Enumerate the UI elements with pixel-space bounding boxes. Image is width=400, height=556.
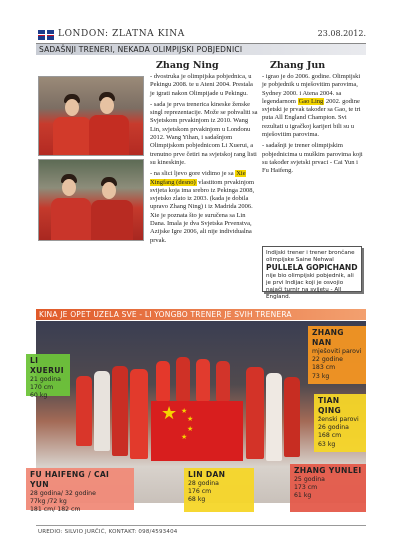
- player-card-zhang-nan: ZHANG NAN mješoviti parovi 22 godine 183 cm 73 kg: [308, 326, 366, 384]
- section-banner-team: KINA JE OPET UZELA SVE - LI YONGBO TRENER JE SVIH TRENERA: [36, 309, 366, 320]
- player-name: TIAN QING: [318, 396, 342, 415]
- page-header-title: LONDON: ZLATNA KINA: [58, 29, 185, 39]
- photo-zhang-jun-gao-ling: [38, 159, 144, 241]
- article-paragraph: - dvostruka je olimpijska pobjednica, u Pekingu 2008. te u Ateni 2004. Prestala je igrati nakon Olimpijade u Pekingu.: [150, 73, 253, 97]
- article-column-zhang-ning: [150, 73, 258, 248]
- coach-name-zhang-ning: Zhang Ning: [156, 60, 219, 71]
- callout-name: PULLELA GOPICHAND: [266, 263, 358, 272]
- coach-name-zhang-jun: Zhang Jun: [270, 60, 326, 71]
- footer-credits: UREDIO: SILVIO JURČIĆ, KONTAKT: 098/4593404: [38, 529, 178, 535]
- photo-zhang-ning-xie-xingfang: [38, 76, 144, 156]
- article-paragraph: - igrao je do 2006. godine. Olimpijski je pobjednik u mješovitim parovima, Sydney 2000. i Atena 2004. sa legendarnom Gao Ling 2002. godine svjetski je prvak također sa Gao, te tri puta All England Champion. Svi rezultati u igračkoj karijeri bili su u mješovitim parovima.: [262, 73, 361, 139]
- player-name: LI XUERUI: [30, 356, 64, 375]
- footer-divider: [36, 525, 366, 526]
- uk-flag-icon: [38, 30, 54, 40]
- page-date: 23.08.2012.: [317, 29, 366, 38]
- highlight-xie-xingfang: Xie Xingfang (desno): [150, 170, 246, 186]
- player-card-fu-haifeng-cai-yun: FU HAIFENG / CAI YUN 28 godina/ 32 godine 77kg /72 kg 181 cm/ 182 cm: [26, 468, 134, 510]
- article-paragraph: - na slici ljevo gore vidimo je sa Xie Xingfang (desno) vlastitom prvakinjom svijeta koja ima srebro iz Pekinga 2008, svjetsko zlato iz 2003. (kada je dobila upravo Zhang Ning) i iz Madrida 2006. Xie je poznata što je suručena sa Lin Dana. Imala je dva Svjetska Prvenstva, Azijske Igre 2006, ali nije individualna prvak.: [150, 170, 255, 244]
- player-name: FU HAIFENG / CAI YUN: [30, 470, 110, 489]
- article-paragraph: - sada je prva trenerica kineske ženske singl reprezentacije. Može se pohvaliti sa Svjetskom prvakinjom iz 2010. Wang Lin, svjetskom prvakinjom u Londonu 2012. Wang Yihan, i sadašnjom Olimpijskom pobjednicom Li Xuerui, a trenutno prve četiri na svjetskoj rang listi su kineskinje.: [150, 100, 258, 166]
- player-card-lin-dan: LIN DAN 28 godina 176 cm 68 kg: [184, 468, 254, 512]
- player-name: LIN DAN: [188, 470, 226, 479]
- player-card-li-xuerui: LI XUERUI 21 godina 170 cm 60 kg: [26, 354, 70, 396]
- china-flag-icon: ★ ★ ★ ★ ★: [151, 401, 243, 461]
- player-name: ZHANG NAN: [312, 328, 344, 347]
- article-paragraph: - sadašnji je trener olimpijskim pobjednicima u muškim parovima koji su također svjetski prvaci - Cai Yun i Fu Haifeng.: [262, 142, 363, 175]
- article-column-zhang-jun: [262, 73, 364, 179]
- player-name: ZHANG YUNLEI: [294, 466, 362, 475]
- player-card-tian-qing: TIAN QING ženski parovi 26 godina 168 cm 63 kg: [314, 394, 366, 452]
- highlight-gao-ling: Gao Ling: [298, 97, 324, 105]
- section-banner-coaches: SADAŠNJI TRENERI, NEKADA OLIMPIJSKI POBJEDNICI: [36, 44, 366, 55]
- gopichand-callout: Indijski trener i trener brončane olimpijske Saine Nehwal PULLELA GOPICHAND nije bio olimpijski pobjednik, ali je prvi Indijac koji je osvojio najači turnir na svijetu - All England.: [262, 246, 362, 292]
- player-card-zhang-yunlei: ZHANG YUNLEI 25 godina 173 cm 61 kg: [290, 464, 366, 512]
